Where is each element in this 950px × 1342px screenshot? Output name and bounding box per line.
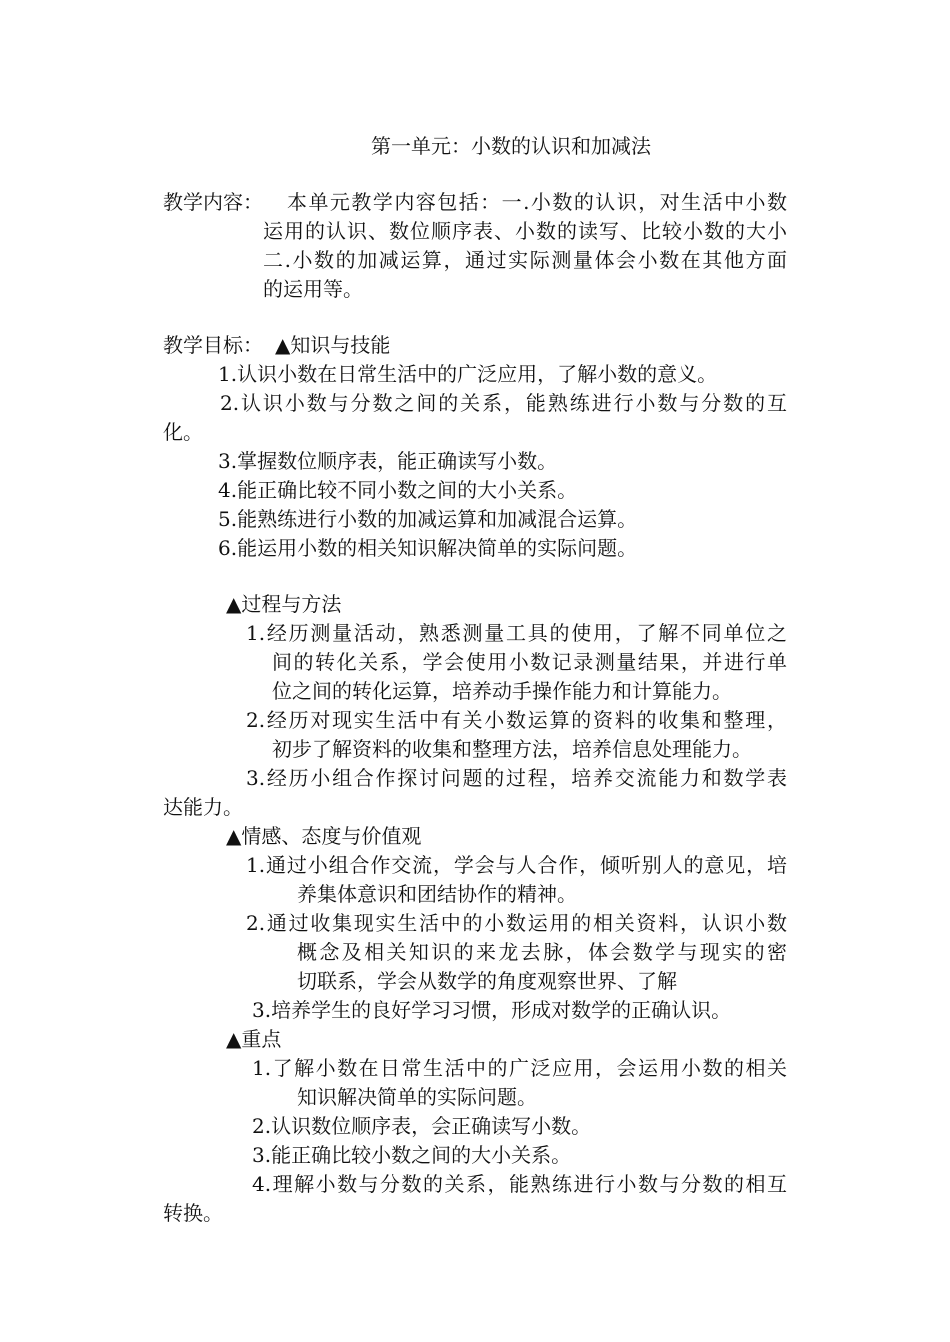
- attitude-item: 概念及相关知识的来龙去脉，体会数学与现实的密: [297, 940, 787, 964]
- process-item: 2.经历对现实生活中有关小数运算的资料的收集和整理，: [246, 708, 787, 732]
- process-item: 达能力。: [163, 795, 243, 819]
- content-line: 本单元教学内容包括：一.小数的认识，对生活中小数: [287, 190, 787, 214]
- goal-item: 2.认识小数与分数之间的关系，能熟练进行小数与分数的互: [220, 391, 787, 415]
- process-item: 位之间的转化运算，培养动手操作能力和计算能力。: [272, 679, 732, 703]
- section-heading-key-points: ▲重点: [226, 1027, 282, 1051]
- goal-item: 3.掌握数位顺序表，能正确读写小数。: [218, 449, 558, 473]
- key-point-item: 转换。: [163, 1201, 223, 1225]
- content-line: 的运用等。: [263, 277, 363, 301]
- section-heading-process: ▲过程与方法: [226, 592, 342, 616]
- section-heading-knowledge: ▲知识与技能: [275, 333, 391, 357]
- goal-item: 4.能正确比较不同小数之间的大小关系。: [218, 478, 578, 502]
- attitude-item: 1.通过小组合作交流，学会与人合作，倾听别人的意见，培: [246, 853, 787, 877]
- key-point-item: 知识解决简单的实际问题。: [297, 1085, 537, 1109]
- goal-item: 1.认识小数在日常生活中的广泛应用，了解小数的意义。: [218, 362, 718, 386]
- content-label: 教学内容：: [163, 190, 263, 214]
- goal-item: 化。: [163, 420, 203, 444]
- key-point-item: 1.了解小数在日常生活中的广泛应用，会运用小数的相关: [252, 1056, 787, 1080]
- attitude-item: 养集体意识和团结协作的精神。: [297, 882, 577, 906]
- process-item: 3.经历小组合作探讨问题的过程，培养交流能力和数学表: [246, 766, 787, 790]
- attitude-item: 2.通过收集现实生活中的小数运用的相关资料，认识小数: [246, 911, 787, 935]
- process-item: 1.经历测量活动，熟悉测量工具的使用，了解不同单位之: [246, 621, 787, 645]
- key-point-item: 2.认识数位顺序表，会正确读写小数。: [252, 1114, 592, 1138]
- key-point-item: 3.能正确比较小数之间的大小关系。: [252, 1143, 572, 1167]
- attitude-item: 3.培养学生的良好学习习惯，形成对数学的正确认识。: [252, 998, 732, 1022]
- attitude-item: 切联系，学会从数学的角度观察世界、了解: [297, 969, 677, 993]
- section-heading-attitude: ▲情感、态度与价值观: [226, 824, 422, 848]
- key-point-item: 4.理解小数与分数的关系，能熟练进行小数与分数的相互: [252, 1172, 787, 1196]
- goal-item: 5.能熟练进行小数的加减运算和加减混合运算。: [218, 507, 638, 531]
- process-item: 初步了解资料的收集和整理方法，培养信息处理能力。: [272, 737, 752, 761]
- content-line: 运用的认识、数位顺序表、小数的读写、比较小数的大小: [263, 219, 787, 243]
- process-item: 间的转化关系，学会使用小数记录测量结果，并进行单: [272, 650, 787, 674]
- content-line: 二.小数的加减运算，通过实际测量体会小数在其他方面: [263, 248, 787, 272]
- goal-item: 6.能运用小数的相关知识解决简单的实际问题。: [218, 536, 638, 560]
- goals-label: 教学目标：: [163, 333, 263, 357]
- page-title: 第一单元：小数的认识和加减法: [371, 134, 651, 158]
